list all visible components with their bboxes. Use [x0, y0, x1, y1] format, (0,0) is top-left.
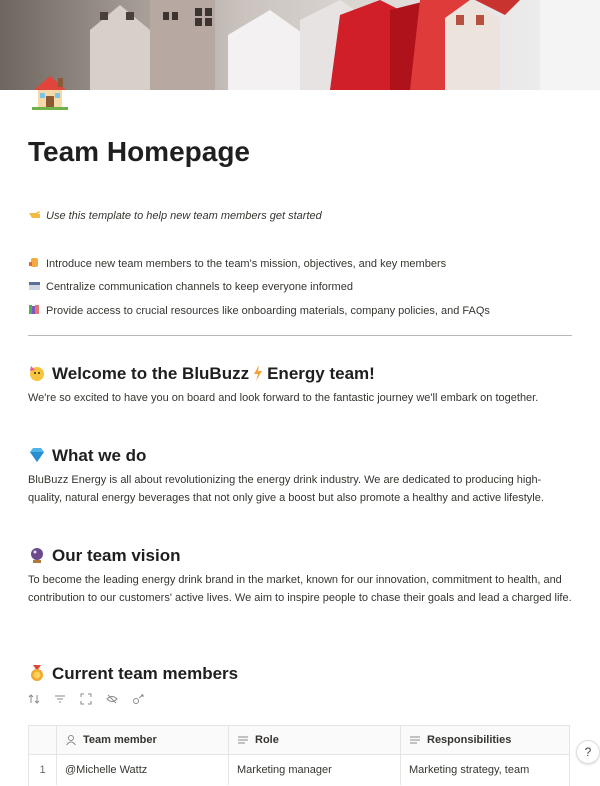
- column-header-role[interactable]: [229, 726, 401, 754]
- heading-text: What we do: [52, 446, 147, 465]
- raised-hand-icon: [28, 257, 41, 268]
- header-label: Team member: [83, 734, 157, 746]
- cell-member[interactable]: @Michelle Wattz: [57, 755, 229, 785]
- medal-icon: [28, 664, 46, 682]
- row-number-header: [29, 726, 57, 754]
- intro-text: Use this template to help new team members get started: [46, 210, 322, 222]
- house-icon[interactable]: [28, 70, 72, 114]
- more-icon[interactable]: [132, 692, 144, 704]
- heading-text: Our team vision: [52, 546, 181, 565]
- crystal-ball-icon: [28, 546, 46, 564]
- section-heading-what-we-do[interactable]: [28, 446, 146, 466]
- bullet-text: Centralize communication channels to keep everyone informed: [46, 281, 353, 293]
- team-members-table: [28, 725, 570, 786]
- section-heading-team-members[interactable]: [28, 664, 238, 684]
- calendar-icon: [28, 280, 41, 291]
- heading-text: Welcome to the BluBuzz: [52, 364, 250, 383]
- cell-role[interactable]: Marketing manager: [229, 755, 401, 785]
- section-body: To become the leading energy drink brand in the market, known for our innovation, commitment to health, and contribution to our customers' active lives. We aim to inspire people to chase their goals and lead a charged life.: [28, 574, 572, 604]
- bullet-item: [28, 280, 353, 293]
- filter-icon[interactable]: [54, 692, 66, 704]
- help-button[interactable]: ?: [576, 740, 600, 764]
- bullet-item: [28, 304, 490, 317]
- table-header-row: [29, 726, 569, 755]
- bullet-text: Provide access to crucial resources like onboarding materials, company policies, and FAQs: [46, 305, 490, 317]
- column-header-team-member[interactable]: [57, 726, 229, 754]
- books-icon: [28, 304, 41, 315]
- row-number: 1: [29, 755, 57, 785]
- person-icon: [65, 734, 77, 746]
- paper-houses-illustration: [0, 0, 600, 90]
- hide-icon[interactable]: [106, 692, 118, 704]
- table-row[interactable]: [29, 755, 569, 785]
- header-label: Role: [255, 734, 279, 746]
- section-body: We're so excited to have you on board and look forward to the fantastic journey we'll embark on together.: [28, 392, 539, 404]
- heading-text: Energy team!: [267, 364, 375, 383]
- section-body: BluBuzz Energy is all about revolutionizing the energy drink industry. We are dedicated to producing high-quality, natural energy beverages that not only give a boost but also promote a healthy and active lifestyle.: [28, 474, 544, 504]
- lightning-icon: [252, 364, 264, 382]
- text-lines-icon: [237, 734, 249, 746]
- column-header-responsibilities[interactable]: [401, 726, 569, 754]
- divider: [28, 335, 572, 336]
- heading-text: Current team members: [52, 664, 239, 683]
- header-label: Responsibilities: [427, 734, 512, 746]
- bullet-text: Introduce new team members to the team's mission, objectives, and key members: [46, 258, 447, 270]
- party-face-icon: [28, 364, 46, 382]
- sort-icon[interactable]: [28, 692, 40, 704]
- gem-icon: [28, 446, 46, 464]
- table-toolbar: [28, 692, 144, 708]
- section-heading-vision[interactable]: [28, 546, 180, 566]
- expand-icon[interactable]: [80, 692, 92, 704]
- text-lines-icon: [409, 734, 421, 746]
- section-heading-welcome[interactable]: [28, 364, 375, 384]
- cover-image: [0, 0, 600, 90]
- page-title[interactable]: Team Homepage: [28, 136, 250, 167]
- bullet-item: [28, 257, 446, 270]
- intro-line: [28, 209, 322, 222]
- pointing-hand-icon: [28, 209, 41, 220]
- cell-responsibilities[interactable]: Marketing strategy, team: [409, 764, 530, 776]
